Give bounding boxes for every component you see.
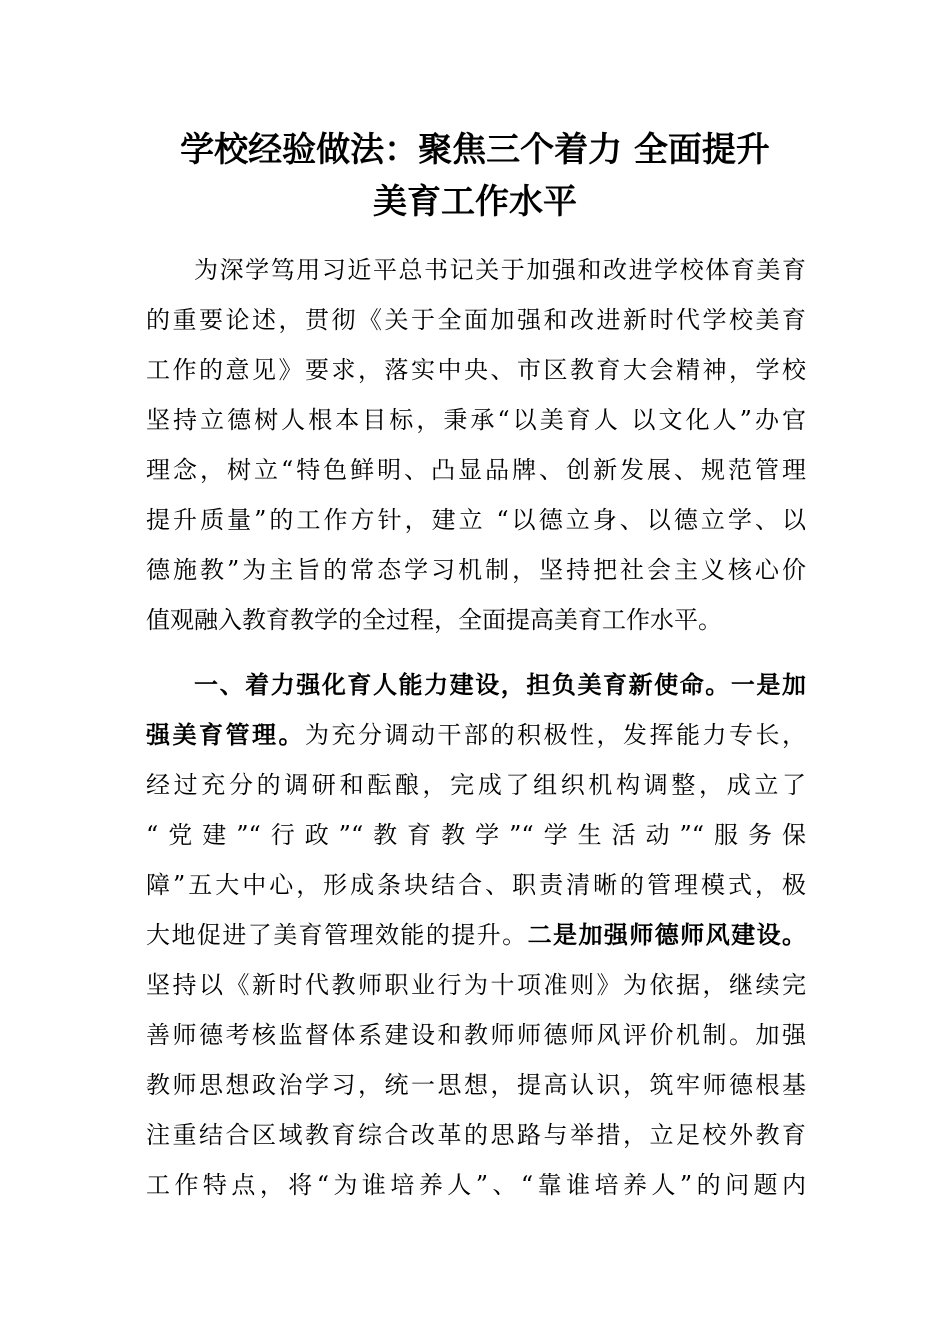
paragraph-1-line-1: 为深学笃用习近平总书记关于加强和改进学校体育美育 xyxy=(194,256,806,284)
section-1-line-2 xyxy=(146,710,806,760)
section-1-line-6 xyxy=(146,910,806,960)
paragraph-1-line-6: 提升质量”的工作方针，建立 “以德立身、以德立学、以 xyxy=(146,506,806,534)
section-1-line-8: 善师德考核监督体系建设和教师师德师风评价机制。加强 xyxy=(146,1021,806,1049)
document-title-line-1: 学校经验做法：聚焦三个着力 全面提升 xyxy=(180,130,770,170)
section-1-line-11: 工作特点，将“为谁培养人”、“靠谁培养人”的问题内 xyxy=(146,1171,806,1199)
section-1-line-2-text: 为充分调动干部的积极性，发挥能力专长， xyxy=(305,721,806,749)
section-1-line-9: 教师思想政治学习，统一思想，提高认识，筑牢师德根基 xyxy=(146,1071,806,1099)
paragraph-1-line-4: 坚持立德树人根本目标，秉承“以美育人 以文化人”办官 xyxy=(146,406,806,434)
document-title-line-2: 美育工作水平 xyxy=(373,182,577,222)
paragraph-1-line-8: 值观融入教育教学的全过程，全面提高美育工作水平。 xyxy=(146,606,722,634)
paragraph-1-line-3: 工作的意见》要求，落实中央、市区教育大会精神，学校 xyxy=(146,356,806,384)
section-1-line-5: 障”五大中心，形成条块结合、职责清晰的管理模式，极 xyxy=(146,871,806,899)
paragraph-1-line-7: 德施教”为主旨的常态学习机制，坚持把社会主义核心价 xyxy=(146,556,806,584)
section-1-line-6-text: 大地促进了美育管理效能的提升。 xyxy=(146,921,528,949)
section-1-subheading-2: 二是加强师德师风建设。 xyxy=(527,920,807,949)
section-1-line-4: “党建”“行政”“教育教学”“学生活动”“服务保 xyxy=(146,821,806,849)
section-1-heading-line-1: 一、着力强化育人能力建设，担负美育新使命。一是加 xyxy=(194,670,806,699)
section-1-line-10: 注重结合区域教育综合改革的思路与举措，立足校外教育 xyxy=(146,1121,806,1149)
section-1-line-7: 坚持以《新时代教师职业行为十项准则》为依据，继续完 xyxy=(146,971,806,999)
paragraph-1-line-5: 理念，树立“特色鲜明、凸显品牌、创新发展、规范管理 xyxy=(146,456,806,484)
section-1-line-3: 经过充分的调研和酝酿，完成了组织机构调整，成立了 xyxy=(146,771,806,799)
paragraph-1-line-2: 的重要论述，贯彻《关于全面加强和改进新时代学校美育 xyxy=(146,306,806,334)
section-1-bold-phrase: 强美育管理。 xyxy=(146,720,305,749)
